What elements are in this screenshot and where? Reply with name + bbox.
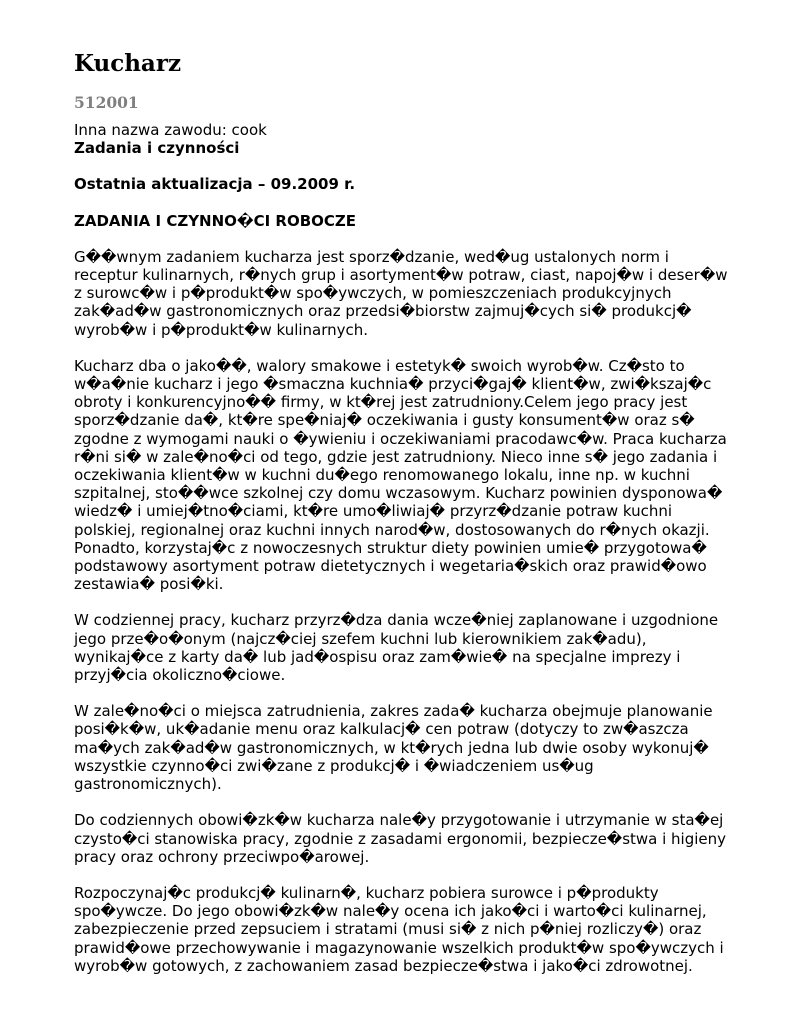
page-title: Kucharz bbox=[74, 50, 182, 77]
paragraph: W zale�no�ci o miejsca zatrudnienia, zakres zada� kucharza obejmuje planowanie posi�k�w, uk�adanie menu oraz kalkulacj� cen potraw (dotyczy to zw�aszcza ma�ych zak�ad�w gastronomicznych, w kt�rych jedna lub dwie osoby wykonuj� wszystkie czynno�ci zwi�zane z produkcj� i �wiadczeniem us�ug gastronomicznych). bbox=[74, 702, 713, 794]
occupation-code: 512001 bbox=[74, 93, 139, 112]
paragraph: Kucharz dba o jako��, walory smakowe i estetyk� swoich wyrob�w. Cz�sto to w�a�nie kucharz i jego �smaczna kuchnia� przyci�gaj� klient�w, zwi�kszaj�c obroty i konkurencyjno�� firmy, w kt�rej jest zatrudniony.Celem jego pracy jest sporz�dzanie da�, kt�re spe�niaj� oczekiwania i gusty konsument�w oraz s� zgodne z wymogami nauki o �ywieniu i oczekiwaniami pracodawc�w. Praca kucharza r�ni si� w zale�no�ci od tego, gdzie jest zatrudniony. Nieco inne s� jego zadania i oczekiwania klient�w w kuchni du�ego renomowanego lokalu, inne np. w kuchni szpitalnej, sto��wce szkolnej czy domu wczasowym. Kucharz powinien dysponowa� wiedz� i umiej�tno�ciami, kt�re umo�liwiaj� przyrz�dzanie potraw kuchni polskiej, regionalnej oraz kuchni innych narod�w, dostosowanych do r�nych okazji. Ponadto, korzystaj�c z nowoczesnych struktur diety powinien umie� przygotowa� podstawowy asortyment potraw dietetycznych i wegetaria�skich oraz prawid�owo zestawia� posi�ki. bbox=[74, 356, 727, 594]
section-label: Zadania i czynności bbox=[74, 139, 240, 158]
update-date: Ostatnia aktualizacja – 09.2009 r. bbox=[74, 175, 356, 194]
paragraph: Rozpoczynaj�c produkcj� kulinarn�, kucharz pobiera surowce i p�produkty spo�ywcze. Do jego obowi�zk�w nale�y ocena ich jako�ci i warto�ci kulinarnej, zabezpieczenie przed zepsuciem i stratami (musi si� z nich p�niej rozliczy�) oraz prawid�owe przechowywanie i magazynowanie wszelkich produkt�w spo�ywczych i wyrob�w gotowych, z zachowaniem zasad bezpiecze�stwa i jako�ci zdrowotnej. bbox=[74, 883, 724, 975]
paragraph: G��wnym zadaniem kucharza jest sporz�dzanie, wed�ug ustalonych norm i receptur kulinarnych, r�nych grup i asortyment�w potraw, ciast, napoj�w i deser�w z surowc�w i p�produkt�w spo�ywczych, w pomieszczeniach produkcyjnych zak�ad�w gastronomicznych oraz przedsi�biorstw zajmuj�cych si� produkcj� wyrob�w i p�produkt�w kulinarnych. bbox=[74, 247, 728, 339]
section-heading: ZADANIA I CZYNNO�CI ROBOCZE bbox=[74, 211, 357, 230]
paragraph: W codziennej pracy, kucharz przyrz�dza dania wcze�niej zaplanowane i uzgodnione jego prze�o�onym (najcz�ciej szefem kuchni lub kierownikiem zak�adu), wynikaj�ce z karty da� lub jad�ospisu oraz zam�wie� na specjalne imprezy i przyj�cia okoliczno�ciowe. bbox=[74, 611, 719, 685]
document-page bbox=[74, 50, 764, 975]
alternate-name: Inna nazwa zawodu: cook bbox=[74, 121, 267, 139]
paragraph: Do codziennych obowi�zk�w kucharza nale�y przygotowanie i utrzymanie w sta�ej czysto�ci stanowiska pracy, zgodnie z zasadami ergonomii, bezpiecze�stwa i higieny pracy oraz ochrony przeciwpo�arowej. bbox=[74, 811, 727, 866]
